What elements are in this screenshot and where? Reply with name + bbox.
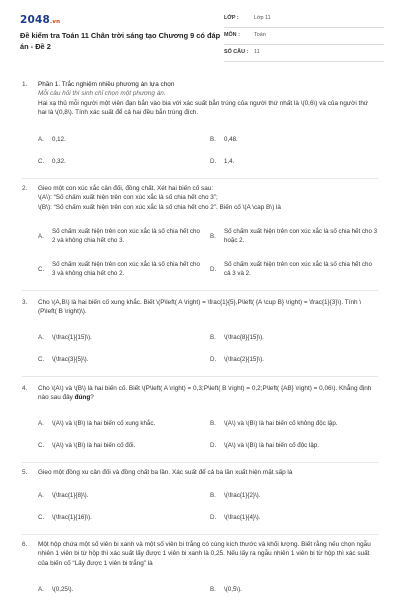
option-letter: B. (210, 586, 216, 593)
option-text: \(A\) và \(B\) là hai biến cố xung khắc. (52, 420, 156, 427)
option-a[interactable] (38, 228, 203, 246)
option-letter: C. (38, 514, 45, 521)
site-logo[interactable] (20, 13, 60, 28)
question-body-line-1: Gieo một con xúc xắc cân đối, đồng chất. Xét hai biến cố sau: (38, 185, 214, 192)
option-letter: D. (210, 442, 217, 449)
option-d[interactable] (210, 158, 234, 167)
option-a[interactable] (38, 420, 155, 429)
question-emphasis: đúng (74, 394, 91, 402)
option-letter: D. (210, 514, 217, 521)
option-letter: B. (210, 136, 216, 143)
option-c[interactable] (38, 158, 66, 167)
option-c[interactable] (38, 442, 135, 451)
option-letter: B. (210, 233, 216, 240)
question-body-line-2: \(A\): “Số chấm xuất hiện trên con xúc xắc là số chia hết cho 3”; (38, 194, 218, 202)
option-a[interactable] (38, 586, 73, 595)
option-letter: C. (38, 442, 45, 449)
info-value: 11 (254, 49, 260, 56)
option-text: \(A\) và \(B\) là hai biến cố không độc lập. (224, 420, 338, 427)
option-letter: D. (210, 266, 217, 273)
question-body: Hai xạ thủ mỗi người một viên đạn bắn vào bia với xác suất bắn trúng của người thứ nhất là \(0,6\) và của người thứ hai là \(0,8\). Tính xác suất để cả hai đều bắn trúng đích. (38, 99, 369, 116)
info-row-class (224, 11, 384, 28)
logo-suffix: .vn (50, 19, 61, 25)
info-panel (224, 11, 384, 62)
option-a[interactable] (38, 334, 92, 343)
option-letter: C. (38, 356, 45, 363)
section-heading: Phần 1. Trắc nghiệm nhiều phương án lựa chọn (38, 81, 175, 88)
document-title: Đề kiểm tra Toán 11 Chân trời sáng tạo Chương 9 có đáp án - Đề 2 (20, 31, 221, 51)
option-text: \(A\) và \(B\) là hai biến cố đối. (52, 442, 136, 449)
logo-text: 2048 (20, 14, 51, 26)
question-body-line-3: \(B\): “Số chấm xuất hiện trên con xúc xắc là số chia hết cho 2”. Biến cố \(A \cap B\) là (38, 203, 281, 211)
option-text: \(\frac{1}{8}\). (52, 492, 89, 499)
option-letter: C. (38, 266, 45, 273)
option-d[interactable] (210, 356, 264, 365)
option-text: \(\frac{3}{5}\). (52, 356, 89, 363)
option-b[interactable] (210, 420, 338, 429)
option-text: Số chấm xuất hiện trên con xúc xắc là số chia hết cho cả 3 và 2. (224, 261, 372, 277)
question-divider (22, 290, 378, 291)
question-text: Gieo một đồng xu cân đối và đồng chất ba lần. Xác suất để cả ba lần xuất hiện mặt sấp là (38, 469, 293, 476)
option-text: \(\frac{1}{4}\). (224, 514, 261, 521)
option-text: \(\frac{1}{15}\). (52, 334, 92, 341)
option-text: \(\frac{1}{2}\). (224, 492, 261, 499)
option-b[interactable] (210, 334, 264, 343)
option-text: \(0,25\). (52, 586, 74, 593)
option-a[interactable] (38, 492, 88, 501)
question-number: 6. (22, 541, 28, 548)
option-letter: B. (210, 420, 216, 427)
option-letter: A. (38, 233, 44, 240)
option-letter: A. (38, 136, 44, 143)
option-b[interactable] (210, 586, 242, 595)
question-divider (22, 376, 378, 377)
option-letter: A. (38, 334, 44, 341)
option-text: \(A\) và \(B\) là hai biến cố độc lập. (224, 442, 319, 449)
option-text: 1,4. (224, 158, 235, 165)
option-text: \(\frac{8}{15}\). (224, 334, 264, 341)
info-label: MÔN : (224, 32, 240, 39)
question-divider (22, 178, 378, 179)
option-c[interactable] (38, 261, 203, 279)
option-b[interactable] (210, 136, 238, 145)
info-label: LỚP : (224, 15, 239, 22)
option-letter: D. (210, 356, 217, 363)
question-text: Một hộp chứa một số viên bi xanh và một số viên bi trắng có cùng kích thước và khối lượng. Biết rằng nếu chọn ngẫu nhiên 1 viên bi từ hộp thì xác suất lấy được 1 viên bi xanh là 0,25. Nếu lấy ra ngẫu nhiên 1 viên bi từ hộp thì xác suất của biến cố “Lấy được 1 viên bi trắng” là (38, 541, 371, 567)
option-letter: A. (38, 492, 44, 499)
page-header (0, 0, 400, 66)
option-letter: B. (210, 492, 216, 499)
option-text: \(\frac{2}{15}\). (224, 356, 264, 363)
option-text: Số chấm xuất hiện trên con xúc xắc là số chia hết cho 2 và không chia hết cho 3. (52, 228, 200, 244)
option-d[interactable] (210, 442, 319, 451)
question-text (38, 384, 378, 403)
option-text: 0,12. (52, 136, 66, 143)
option-text: 0,48. (224, 136, 238, 143)
info-value: Toán (254, 32, 266, 39)
option-letter: A. (38, 586, 44, 593)
section-hint: Mỗi câu hỏi thí sinh chỉ chọn một phương án. (38, 90, 166, 98)
option-text: 0,32. (52, 158, 66, 165)
question-number: 5. (22, 469, 28, 476)
option-d[interactable] (210, 514, 260, 523)
option-c[interactable] (38, 356, 88, 365)
option-letter: D. (210, 158, 217, 165)
option-c[interactable] (38, 514, 92, 523)
option-a[interactable] (38, 136, 66, 145)
option-text: \(0,5\). (224, 586, 242, 593)
option-letter: C. (38, 158, 45, 165)
info-row-question-count (224, 45, 384, 62)
question-divider (22, 534, 378, 535)
question-text (38, 184, 378, 212)
question-divider (22, 462, 378, 463)
option-text: Số chấm xuất hiện trên con xúc xắc là số chia hết cho 3 hoặc 2. (224, 228, 378, 244)
option-text: Số chấm xuất hiện trên con xúc xắc là số chia hết cho 3 và không chia hết cho 2. (52, 261, 200, 277)
info-row-subject (224, 28, 384, 45)
question-number: 2. (22, 185, 28, 192)
option-d[interactable] (210, 261, 378, 279)
option-text: \(\frac{1}{16}\). (52, 514, 92, 521)
option-b[interactable] (210, 228, 378, 246)
question-body: Cho \(A\) và \(B\) là hai biến cố. Biết \(P\left( A \right) = 0,3;P\left( B \right) = 0,2;P\left( {AB} \right) = 0,06\). Khẳng định nào sau đây (38, 385, 372, 402)
option-letter: A. (38, 420, 44, 427)
question-number: 4. (22, 385, 28, 392)
question-text: Cho \(A,B\) là hai biến cố xung khắc. Biết \(P\left( A \right) = \frac{1}{5},P\left( {A \cup B} \right) = \frac{1}{3}\). Tính \(P\left( B \right)\). (38, 299, 362, 316)
question-number: 3. (22, 299, 28, 306)
info-value: Lớp 11 (254, 15, 271, 22)
question-number: 1. (22, 81, 28, 88)
question-text (38, 80, 378, 117)
option-letter: B. (210, 334, 216, 341)
question-body-end: ? (90, 394, 94, 402)
option-b[interactable] (210, 492, 260, 501)
info-label: SỐ CÂU : (224, 49, 249, 56)
